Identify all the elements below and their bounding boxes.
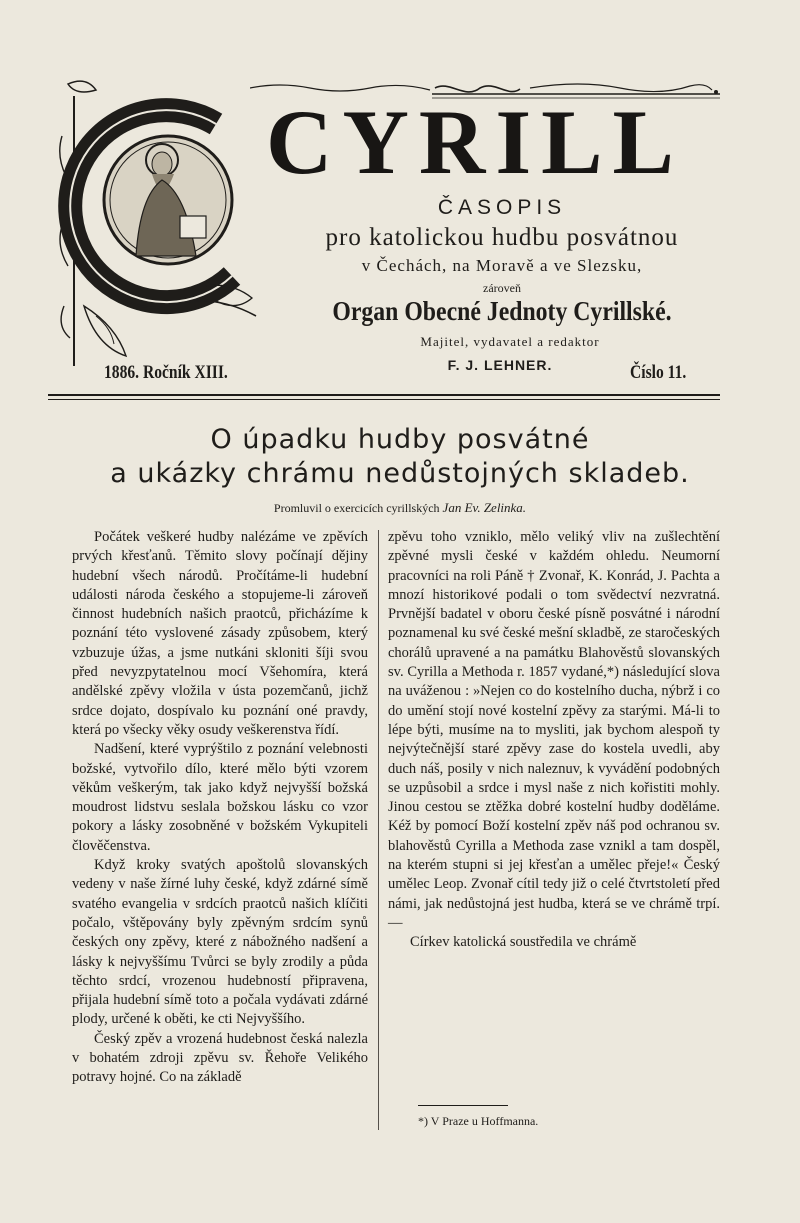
- paragraph: zpěvu toho vzniklo, mělo veliký vliv na zušlechtění zpěvné mysli české v každém ohledu. Neumorní pracovníci na roli Páně † Zvonař, K. Konrád, J. Pachta a mnozí historikové podali o tom svědectví nezvratná. Prvnější badatel v oboru české písně posvátné i národní poznamenal ku své české mešní skladbě, ze staročeských chorálů upravené a na památku Blahověstů slovanských sv. Cyrilla a Methoda r. 1857 vydané,*) následující slova na uváženou : »Nejen co do kostelního ducha, nýbrž i co do umění stojí nové kostelní zpěvy za starými. Má-li to lépe býti, musíme na to mysliti, jak bychom alespoň ty nejvýtečnější staré zpěvy zase do kostela uvedli, aby duch náš, posily v nich naleznuv, k vyvádění podobných se uzpůsobil a srdce i mysl naše z nich kořistiti mohly. Jinou cestou se ztěžka dobré kostelní hudby doděláme. Kéž by pomocí Boží kostelní zpěv náš pod ochranou sv. blahověstů Cyrilla a Methoda zase vznikl a tam dospěl, na kterém stupni si jej křesťan a umělec přeje!« Český umělec Leop. Zvonař cítil tedy již o celé čtvrtstoletí před námi, jak nedůstojná jest hudba, která se ve chrámě trpí. —: [388, 529, 720, 931]
- issue-year: 1886. Ročník XIII.: [104, 362, 228, 383]
- subtitle-region: v Čechách, na Moravě a ve Slezsku,: [361, 256, 643, 275]
- publisher-name: F. J. LEHNER.: [447, 357, 553, 373]
- paragraph: Když kroky svatých apoštolů slovanských vedeny v naše žírné luhy české, když zdárné símě svatého evangelia v srdcích praotců našich klíčiti počalo, vštěpovány byly zpěvným srdcím synů českých ony zpěvy, které z nábožného nadšení a lásky k nejvyššímu Tvůrci se byly zrodily a půda těchto srdcí, vrozenou hudebností připravena, přijala hudební símě toto a počala vydávati zdárné plody, určené k oběti, ke cti Nejvyššího.: [72, 857, 368, 1028]
- footnote-rule: [418, 1105, 508, 1106]
- masthead-rule-thin: [48, 399, 720, 400]
- paragraph: Nadšení, které vyprýštilo z poznání velebnosti božské, vytvořilo dílo, které mělo býti vzorem věkům veškerým, tak jako když nejvyšší božská moudrost lidstvu seslala božskou lásku co vzor pokory a lásky zosobněné v božském Vykupiteli člověčenstva.: [72, 741, 368, 854]
- subtitle-description: pro katolickou hudbu posvátnou: [325, 224, 679, 251]
- byline-author: Jan Ev. Zelinka.: [442, 500, 527, 515]
- footnote: *) V Praze u Hoffmanna.: [418, 1114, 539, 1128]
- right-column: [388, 528, 720, 953]
- initial-c-emblem-icon: [56, 76, 266, 376]
- article-byline: [40, 500, 760, 516]
- article-title-line-1: O úpadku hudby posvátné: [210, 424, 590, 455]
- issue-number: Číslo 11.: [630, 362, 687, 383]
- column-divider: [378, 530, 379, 1130]
- journal-title: CYRILL: [266, 91, 684, 193]
- publisher-label: Majitel, vydavatel a redaktor: [420, 334, 600, 349]
- byline-prefix: Promluvil o exercicích cyrillských: [273, 501, 440, 515]
- paragraph: Český zpěv a vrozená hudebnost česká nalezla v bohatém zdroji zpěvu sv. Řehoře Velikého potravy hojné. Co na základě: [72, 1030, 368, 1086]
- paragraph: Počátek veškeré hudby nalézáme ve zpěvích prvých křesťanů. Těmito slovy počínají dějiny hudební všech národů. Pročítáme-li hudební události národa českého a stopujeme-li zároveň činnost hudebních našich praotců, přicházíme k poznání této vyslovené zásady způsobem, který vzbuzuje úžas, a jsme nutkáni skloniti šíji svou před nevyzpytatelnou mocí Všehomíra, která andělské zpěvy vložila v ústa pozemčanů, jichž srdce dojato, dospívalo ku poznání oné pravdy, která po všecky věky osudy veškerenstva řídí.: [72, 529, 368, 738]
- subtitle-organ: Organ Obecné Jednoty Cyrillské.: [332, 296, 672, 326]
- article-title-line-2: a ukázky chrámu nedůstojných skladeb.: [110, 458, 690, 489]
- masthead-rule: [48, 394, 720, 396]
- left-column: [72, 528, 368, 1088]
- paragraph: Církev katolická soustředila ve chrámě: [410, 934, 637, 951]
- subtitle-zaroven: zároveň: [483, 281, 521, 295]
- subtitle-casopis: ČASOPIS: [437, 196, 567, 219]
